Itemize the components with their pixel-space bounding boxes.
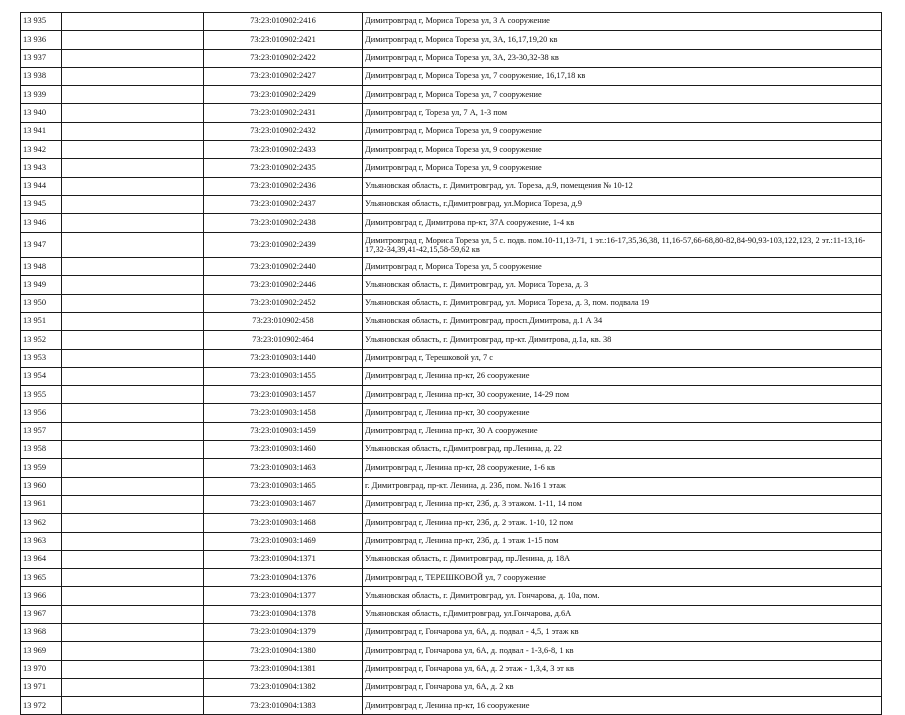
cadastral-number-cell: 73:23:010903:1459	[204, 422, 363, 440]
table-row	[21, 67, 882, 85]
table-row	[21, 514, 882, 532]
empty-cell	[62, 122, 204, 140]
address-cell: Ульяновская область, г. Димитровград, ул. Тореза, д.9, помещения № 10-12	[363, 177, 882, 195]
empty-cell	[62, 49, 204, 67]
row-number-cell: 13 936	[21, 31, 62, 49]
row-number-cell: 13 944	[21, 177, 62, 195]
empty-cell	[62, 232, 204, 258]
row-number-cell: 13 945	[21, 195, 62, 213]
table-row	[21, 312, 882, 330]
row-number-cell: 13 962	[21, 514, 62, 532]
cadastral-number-cell: 73:23:010902:2433	[204, 141, 363, 159]
row-number-cell: 13 946	[21, 214, 62, 232]
address-cell: Димитровград г, Ленина пр-кт, 16 сооружение	[363, 697, 882, 715]
table-row	[21, 141, 882, 159]
address-cell: Ульяновская область, г. Димитровград, ул. Мориса Тореза, д. 3	[363, 276, 882, 294]
table-row	[21, 276, 882, 294]
cadastral-number-cell: 73:23:010902:2416	[204, 13, 363, 31]
table-row	[21, 587, 882, 605]
cadastral-number-cell: 73:23:010902:2436	[204, 177, 363, 195]
address-cell: Ульяновская область, г.Димитровград, ул.Мориса Тореза, д.9	[363, 195, 882, 213]
cadastral-number-cell: 73:23:010903:1463	[204, 459, 363, 477]
cadastral-number-cell: 73:23:010903:1460	[204, 441, 363, 459]
address-cell: Димитровград г, Ленина пр-кт, 30 А сооружение	[363, 422, 882, 440]
address-cell: Димитровград г, Мориса Тореза ул, 3А, 16,17,19,20 кв	[363, 31, 882, 49]
row-number-cell: 13 960	[21, 477, 62, 495]
table-row	[21, 367, 882, 385]
table-row	[21, 404, 882, 422]
cadastral-number-cell: 73:23:010904:1371	[204, 550, 363, 568]
table-row	[21, 441, 882, 459]
row-number-cell: 13 939	[21, 86, 62, 104]
row-number-cell: 13 970	[21, 660, 62, 678]
empty-cell	[62, 258, 204, 276]
table-row	[21, 386, 882, 404]
empty-cell	[62, 697, 204, 715]
empty-cell	[62, 624, 204, 642]
empty-cell	[62, 312, 204, 330]
row-number-cell: 13 951	[21, 312, 62, 330]
address-cell: Димитровград г, Мориса Тореза ул, 5 с. подв. пом.10-11,13-71, 1 эт.:16-17,35,36,38, 11,16-57,66-68,80-82,84-90,93-103,122,123, 2 эт.:11-13,16-17,32-34,39,41-42,15,58-59,62 кв	[363, 232, 882, 258]
table-row	[21, 232, 882, 258]
table-row	[21, 349, 882, 367]
address-cell: Димитровград г, Мориса Тореза ул, 9 сооружение	[363, 141, 882, 159]
row-number-cell: 13 950	[21, 294, 62, 312]
row-number-cell: 13 961	[21, 495, 62, 513]
row-number-cell: 13 959	[21, 459, 62, 477]
cadastral-number-cell: 73:23:010903:1467	[204, 495, 363, 513]
row-number-cell: 13 965	[21, 569, 62, 587]
empty-cell	[62, 678, 204, 696]
cadastral-number-cell: 73:23:010903:1440	[204, 349, 363, 367]
address-cell: г. Димитровград, пр-кт. Ленина, д. 23б, пом. №16 1 этаж	[363, 477, 882, 495]
address-cell: Димитровград г, Мориса Тореза ул, 5 сооружение	[363, 258, 882, 276]
cadastral-number-cell: 73:23:010902:2429	[204, 86, 363, 104]
address-cell: Димитровград г, Мориса Тореза ул, 7 сооружение, 16,17,18 кв	[363, 67, 882, 85]
empty-cell	[62, 141, 204, 159]
table-row	[21, 122, 882, 140]
row-number-cell: 13 963	[21, 532, 62, 550]
row-number-cell: 13 972	[21, 697, 62, 715]
address-cell: Димитровград г, Гончарова ул, 6А, д. подвал - 4,5, 1 этаж кв	[363, 624, 882, 642]
address-cell: Димитровград г, ТЕРЕШКОВОЙ ул, 7 сооружение	[363, 569, 882, 587]
row-number-cell: 13 966	[21, 587, 62, 605]
empty-cell	[62, 605, 204, 623]
cadastral-number-cell: 73:23:010902:2438	[204, 214, 363, 232]
address-cell: Димитровград г, Мориса Тореза ул, 3 А сооружение	[363, 13, 882, 31]
row-number-cell: 13 942	[21, 141, 62, 159]
table-row	[21, 642, 882, 660]
table-row	[21, 697, 882, 715]
row-number-cell: 13 957	[21, 422, 62, 440]
address-cell: Димитровград г, Мориса Тореза ул, 7 сооружение	[363, 86, 882, 104]
cadastral-number-cell: 73:23:010902:2435	[204, 159, 363, 177]
row-number-cell: 13 949	[21, 276, 62, 294]
empty-cell	[62, 550, 204, 568]
row-number-cell: 13 938	[21, 67, 62, 85]
empty-cell	[62, 367, 204, 385]
row-number-cell: 13 958	[21, 441, 62, 459]
cadastral-number-cell: 73:23:010902:2452	[204, 294, 363, 312]
cadastral-number-cell: 73:23:010904:1381	[204, 660, 363, 678]
address-cell: Ульяновская область, г.Димитровград, пр.Ленина, д. 22	[363, 441, 882, 459]
empty-cell	[62, 67, 204, 85]
row-number-cell: 13 954	[21, 367, 62, 385]
address-cell: Ульяновская область, г.Димитровград, ул.Гончарова, д.6А	[363, 605, 882, 623]
row-number-cell: 13 953	[21, 349, 62, 367]
empty-cell	[62, 86, 204, 104]
table-row	[21, 159, 882, 177]
empty-cell	[62, 459, 204, 477]
empty-cell	[62, 514, 204, 532]
empty-cell	[62, 294, 204, 312]
empty-cell	[62, 642, 204, 660]
address-cell: Ульяновская область, г. Димитровград, ул. Гончарова, д. 10а, пом.	[363, 587, 882, 605]
cadastral-number-cell: 73:23:010904:1380	[204, 642, 363, 660]
empty-cell	[62, 159, 204, 177]
table-row	[21, 104, 882, 122]
address-cell: Димитровград г, Ленина пр-кт, 30 сооружение	[363, 404, 882, 422]
table-row	[21, 459, 882, 477]
address-cell: Димитровград г, Мориса Тореза ул, 3А, 23-30,32-38 кв	[363, 49, 882, 67]
cadastral-number-cell: 73:23:010902:2431	[204, 104, 363, 122]
row-number-cell: 13 964	[21, 550, 62, 568]
cadastral-number-cell: 73:23:010902:2440	[204, 258, 363, 276]
address-cell: Ульяновская область, г. Димитровград, пр-кт. Димитрова, д.1а, кв. 38	[363, 331, 882, 349]
address-cell: Димитровград г, Ленина пр-кт, 23б, д. 1 этаж 1-15 пом	[363, 532, 882, 550]
address-cell: Димитровград г, Ленина пр-кт, 30 сооружение, 14-29 пом	[363, 386, 882, 404]
empty-cell	[62, 386, 204, 404]
cadastral-number-cell: 73:23:010904:1383	[204, 697, 363, 715]
empty-cell	[62, 660, 204, 678]
empty-cell	[62, 276, 204, 294]
empty-cell	[62, 532, 204, 550]
address-cell: Димитровград г, Ленина пр-кт, 28 сооружение, 1-6 кв	[363, 459, 882, 477]
empty-cell	[62, 195, 204, 213]
table-row	[21, 605, 882, 623]
table-row	[21, 532, 882, 550]
address-cell: Ульяновская область, г. Димитровград, просп.Димитрова, д.1 А 34	[363, 312, 882, 330]
address-cell: Ульяновская область, г. Димитровград, пр.Ленина, д. 18А	[363, 550, 882, 568]
cadastral-number-cell: 73:23:010904:1377	[204, 587, 363, 605]
address-cell: Димитровград г, Гончарова ул, 6А, д. 2 этаж - 1,3,4, 3 эт кв	[363, 660, 882, 678]
table-row	[21, 550, 882, 568]
empty-cell	[62, 13, 204, 31]
address-cell: Димитровград г, Ленина пр-кт, 23б, д. 2 этаж. 1-10, 12 пом	[363, 514, 882, 532]
table-row	[21, 660, 882, 678]
table-row	[21, 624, 882, 642]
table-row	[21, 331, 882, 349]
address-cell: Димитровград г, Гончарова ул, 6А, д. 2 кв	[363, 678, 882, 696]
cadastral-number-cell: 73:23:010903:1469	[204, 532, 363, 550]
row-number-cell: 13 935	[21, 13, 62, 31]
address-cell: Димитровград г, Тореза ул, 7 А, 1-3 пом	[363, 104, 882, 122]
table-row	[21, 422, 882, 440]
empty-cell	[62, 495, 204, 513]
row-number-cell: 13 952	[21, 331, 62, 349]
row-number-cell: 13 943	[21, 159, 62, 177]
table-row	[21, 31, 882, 49]
empty-cell	[62, 587, 204, 605]
table-row	[21, 294, 882, 312]
table-row	[21, 177, 882, 195]
table-row	[21, 214, 882, 232]
table-row	[21, 86, 882, 104]
cadastral-number-cell: 73:23:010903:1458	[204, 404, 363, 422]
cadastral-number-cell: 73:23:010904:1379	[204, 624, 363, 642]
cadastral-number-cell: 73:23:010902:458	[204, 312, 363, 330]
table-row	[21, 495, 882, 513]
table-row	[21, 13, 882, 31]
address-cell: Димитровград г, Мориса Тореза ул, 9 сооружение	[363, 122, 882, 140]
cadastral-number-cell: 73:23:010902:2432	[204, 122, 363, 140]
cadastral-number-cell: 73:23:010902:2439	[204, 232, 363, 258]
table-row	[21, 477, 882, 495]
cadastral-number-cell: 73:23:010903:1465	[204, 477, 363, 495]
address-cell: Димитровград г, Димитрова пр-кт, 37А сооружение, 1-4 кв	[363, 214, 882, 232]
row-number-cell: 13 967	[21, 605, 62, 623]
cadastral-number-cell: 73:23:010902:2421	[204, 31, 363, 49]
address-cell: Ульяновская область, г. Димитровград, ул. Мориса Тореза, д. 3, пом. подвала 19	[363, 294, 882, 312]
cadastral-number-cell: 73:23:010903:1468	[204, 514, 363, 532]
row-number-cell: 13 937	[21, 49, 62, 67]
cadastral-number-cell: 73:23:010904:1378	[204, 605, 363, 623]
cadastral-number-cell: 73:23:010902:2427	[204, 67, 363, 85]
row-number-cell: 13 955	[21, 386, 62, 404]
property-registry-table	[20, 12, 882, 715]
row-number-cell: 13 971	[21, 678, 62, 696]
empty-cell	[62, 31, 204, 49]
empty-cell	[62, 477, 204, 495]
row-number-cell: 13 956	[21, 404, 62, 422]
address-cell: Димитровград г, Ленина пр-кт, 23б, д. 3 этажом. 1-11, 14 пом	[363, 495, 882, 513]
registry-body	[21, 13, 882, 715]
empty-cell	[62, 404, 204, 422]
row-number-cell: 13 947	[21, 232, 62, 258]
empty-cell	[62, 569, 204, 587]
cadastral-number-cell: 73:23:010902:464	[204, 331, 363, 349]
row-number-cell: 13 941	[21, 122, 62, 140]
row-number-cell: 13 948	[21, 258, 62, 276]
cadastral-number-cell: 73:23:010902:2422	[204, 49, 363, 67]
table-row	[21, 195, 882, 213]
empty-cell	[62, 441, 204, 459]
empty-cell	[62, 214, 204, 232]
empty-cell	[62, 331, 204, 349]
empty-cell	[62, 349, 204, 367]
empty-cell	[62, 177, 204, 195]
table-row	[21, 258, 882, 276]
cadastral-number-cell: 73:23:010904:1382	[204, 678, 363, 696]
address-cell: Димитровград г, Гончарова ул, 6А, д. подвал - 1-3,6-8, 1 кв	[363, 642, 882, 660]
empty-cell	[62, 422, 204, 440]
row-number-cell: 13 969	[21, 642, 62, 660]
registry-sheet	[20, 12, 882, 715]
row-number-cell: 13 968	[21, 624, 62, 642]
cadastral-number-cell: 73:23:010903:1455	[204, 367, 363, 385]
row-number-cell: 13 940	[21, 104, 62, 122]
empty-cell	[62, 104, 204, 122]
address-cell: Димитровград г, Терешковой ул, 7 с	[363, 349, 882, 367]
table-row	[21, 678, 882, 696]
cadastral-number-cell: 73:23:010904:1376	[204, 569, 363, 587]
address-cell: Димитровград г, Ленина пр-кт, 26 сооружение	[363, 367, 882, 385]
table-row	[21, 569, 882, 587]
cadastral-number-cell: 73:23:010903:1457	[204, 386, 363, 404]
cadastral-number-cell: 73:23:010902:2446	[204, 276, 363, 294]
address-cell: Димитровград г, Мориса Тореза ул, 9 сооружение	[363, 159, 882, 177]
table-row	[21, 49, 882, 67]
cadastral-number-cell: 73:23:010902:2437	[204, 195, 363, 213]
